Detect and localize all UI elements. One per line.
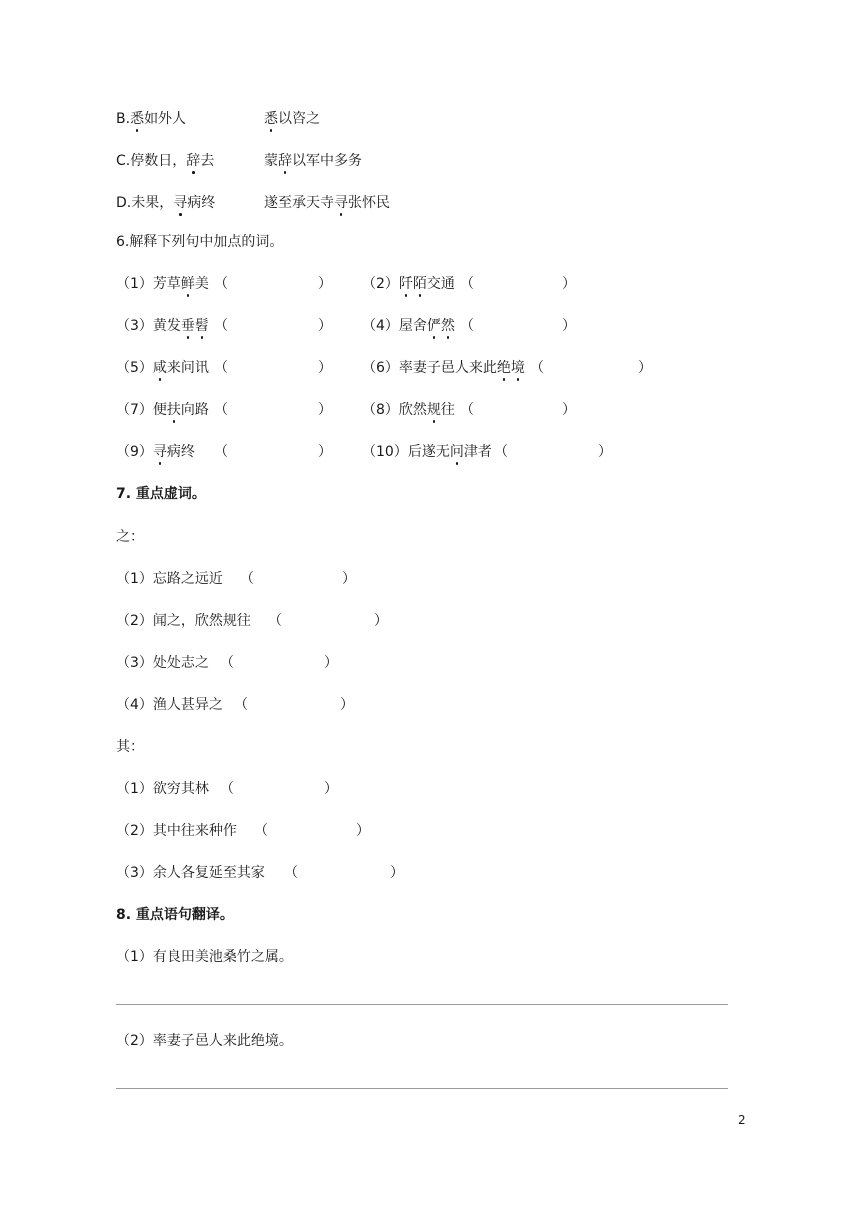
option-c-left: C.停数日，辞去: [116, 153, 215, 169]
answer-blank-open[interactable]: （: [234, 697, 248, 713]
dotted-character: 垂: [180, 318, 195, 334]
dotted-character: 规: [426, 402, 441, 418]
dotted-character: 寻: [334, 195, 348, 211]
item-number: （1）: [116, 781, 153, 797]
dotted-character: 俨: [426, 318, 441, 334]
dotted-character: 然: [440, 318, 455, 334]
answer-blank-open[interactable]: （: [284, 865, 298, 881]
item-text: 阡陌交通: [398, 276, 455, 292]
page-number: 2: [738, 1113, 746, 1127]
answer-blank-close: ）: [356, 823, 370, 839]
option-d-right: 遂至承天寺寻张怀民: [264, 195, 390, 211]
answer-blank-open[interactable]: （: [254, 823, 268, 839]
item-number: （4）: [116, 697, 153, 713]
question-7-title: 7. 重点虚词。: [116, 486, 206, 502]
answer-line[interactable]: [116, 1004, 728, 1005]
answer-blank-open[interactable]: （: [220, 655, 234, 671]
item-number: （4）: [362, 318, 399, 334]
item-text: 欲穷其林: [152, 781, 209, 797]
dotted-character: 阡: [398, 276, 413, 292]
dotted-character: 寻: [152, 444, 167, 460]
answer-blank-close: ）: [562, 318, 576, 334]
q6-item-10: [362, 442, 492, 462]
dotted-character: 问: [449, 444, 464, 460]
answer-blank-close: ）: [342, 571, 356, 587]
dotted-character: 咸: [152, 360, 167, 376]
item-text: 余人各复延至其家: [152, 865, 265, 881]
zhi-item-4: [116, 695, 223, 715]
answer-blank-close: ）: [374, 613, 388, 629]
answer-blank-close: ）: [318, 444, 332, 460]
q6-item-9: [116, 442, 195, 462]
answer-blank-close: ）: [318, 360, 332, 376]
item-text: 黄发垂髫: [152, 318, 209, 334]
dotted-character: 鲜: [180, 276, 195, 292]
dotted-character: 境: [510, 360, 525, 376]
dotted-character: 髫: [194, 318, 209, 334]
item-text: 寻病终: [152, 444, 195, 460]
answer-blank-open[interactable]: （: [460, 276, 474, 292]
item-number: （5）: [116, 360, 153, 376]
answer-blank-close: ）: [390, 865, 404, 881]
item-number: （1）: [116, 276, 153, 292]
answer-blank-close: ）: [562, 276, 576, 292]
dotted-character: 辞: [278, 153, 292, 169]
answer-blank-close: ）: [318, 318, 332, 334]
qi-item-2: [116, 821, 237, 841]
item-text: 欣然规往: [398, 402, 455, 418]
q6-item-5: [116, 358, 209, 378]
item-text: 处处志之: [152, 655, 209, 671]
q6-item-6: [362, 358, 525, 378]
answer-blank-open[interactable]: （: [240, 571, 254, 587]
item-text: 有良田美池桑竹之属。: [152, 949, 293, 965]
zhi-item-2: [116, 611, 251, 631]
item-number: （6）: [362, 360, 399, 376]
item-number: （3）: [116, 655, 153, 671]
zhi-label: 之：: [116, 529, 144, 545]
item-text: 后遂无问津者: [407, 444, 492, 460]
zhi-item-1: [116, 569, 223, 589]
option-d-left: D.未果，寻病终: [116, 195, 216, 211]
item-text: 其中往来种作: [152, 823, 237, 839]
dotted-character: 扶: [166, 402, 181, 418]
dotted-character: 绝: [496, 360, 511, 376]
item-number: （2）: [362, 276, 399, 292]
answer-blank-open[interactable]: （: [220, 781, 234, 797]
item-text: 渔人甚异之: [152, 697, 223, 713]
answer-blank-close: ）: [562, 402, 576, 418]
item-text: 率妻子邑人来此绝境: [398, 360, 525, 376]
item-number: （3）: [116, 318, 153, 334]
q6-item-4: [362, 316, 455, 336]
translation-item-2: [116, 1031, 293, 1051]
qi-item-3: [116, 863, 265, 883]
dotted-character: 陌: [412, 276, 427, 292]
dotted-character: 寻: [173, 195, 188, 211]
answer-blank-close: ）: [324, 655, 338, 671]
dotted-character: 悉: [264, 111, 278, 127]
answer-blank-open[interactable]: （: [530, 360, 544, 376]
option-b-left: B.悉如外人: [116, 111, 187, 127]
item-text: 率妻子邑人来此绝境。: [152, 1033, 293, 1049]
q6-item-1: [116, 274, 209, 294]
dotted-character: 悉: [130, 111, 145, 127]
answer-blank-close: ）: [324, 781, 338, 797]
answer-blank-close: ）: [598, 444, 612, 460]
q6-item-2: [362, 274, 455, 294]
zhi-item-3: [116, 653, 209, 673]
item-text: 芳草鲜美: [152, 276, 209, 292]
answer-blank-open[interactable]: （: [268, 613, 282, 629]
item-number: （8）: [362, 402, 399, 418]
item-number: （3）: [116, 865, 153, 881]
answer-line[interactable]: [116, 1088, 728, 1089]
option-b-right: 悉以咨之: [264, 111, 320, 127]
item-text: 便扶向路: [152, 402, 209, 418]
answer-blank-close: ）: [638, 360, 652, 376]
item-number: （1）: [116, 571, 153, 587]
item-number: （2）: [116, 1033, 153, 1049]
answer-blank-open[interactable]: （: [214, 276, 228, 292]
translation-item-1: [116, 947, 293, 967]
item-text: 屋舍俨然: [398, 318, 455, 334]
answer-blank-close: ）: [318, 276, 332, 292]
answer-blank-close: ）: [318, 402, 332, 418]
q6-item-8: [362, 400, 455, 420]
option-c-right: 蒙辞以军中多务: [264, 153, 362, 169]
item-text: 闻之，欣然规往: [152, 613, 251, 629]
answer-blank-open[interactable]: （: [460, 402, 474, 418]
answer-blank-open[interactable]: （: [214, 318, 228, 334]
answer-blank-open[interactable]: （: [494, 444, 508, 460]
item-text: 忘路之远近: [152, 571, 223, 587]
question-6-title: 6.解释下列句中加点的词。: [116, 234, 284, 250]
item-number: （9）: [116, 444, 153, 460]
answer-blank-open[interactable]: （: [460, 318, 474, 334]
answer-blank-open[interactable]: （: [214, 360, 228, 376]
q6-item-3: [116, 316, 209, 336]
item-text: 咸来问讯: [152, 360, 209, 376]
item-number: （2）: [116, 823, 153, 839]
qi-item-1: [116, 779, 209, 799]
item-number: （7）: [116, 402, 153, 418]
answer-blank-open[interactable]: （: [214, 444, 228, 460]
question-8-title: 8. 重点语句翻译。: [116, 907, 234, 923]
qi-label: 其：: [116, 739, 144, 755]
item-number: （1）: [116, 949, 153, 965]
item-number: （2）: [116, 613, 153, 629]
answer-blank-open[interactable]: （: [214, 402, 228, 418]
q6-item-7: [116, 400, 209, 420]
dotted-character: 辞: [186, 153, 201, 169]
item-number: （10）: [362, 444, 408, 460]
answer-blank-close: ）: [340, 697, 354, 713]
